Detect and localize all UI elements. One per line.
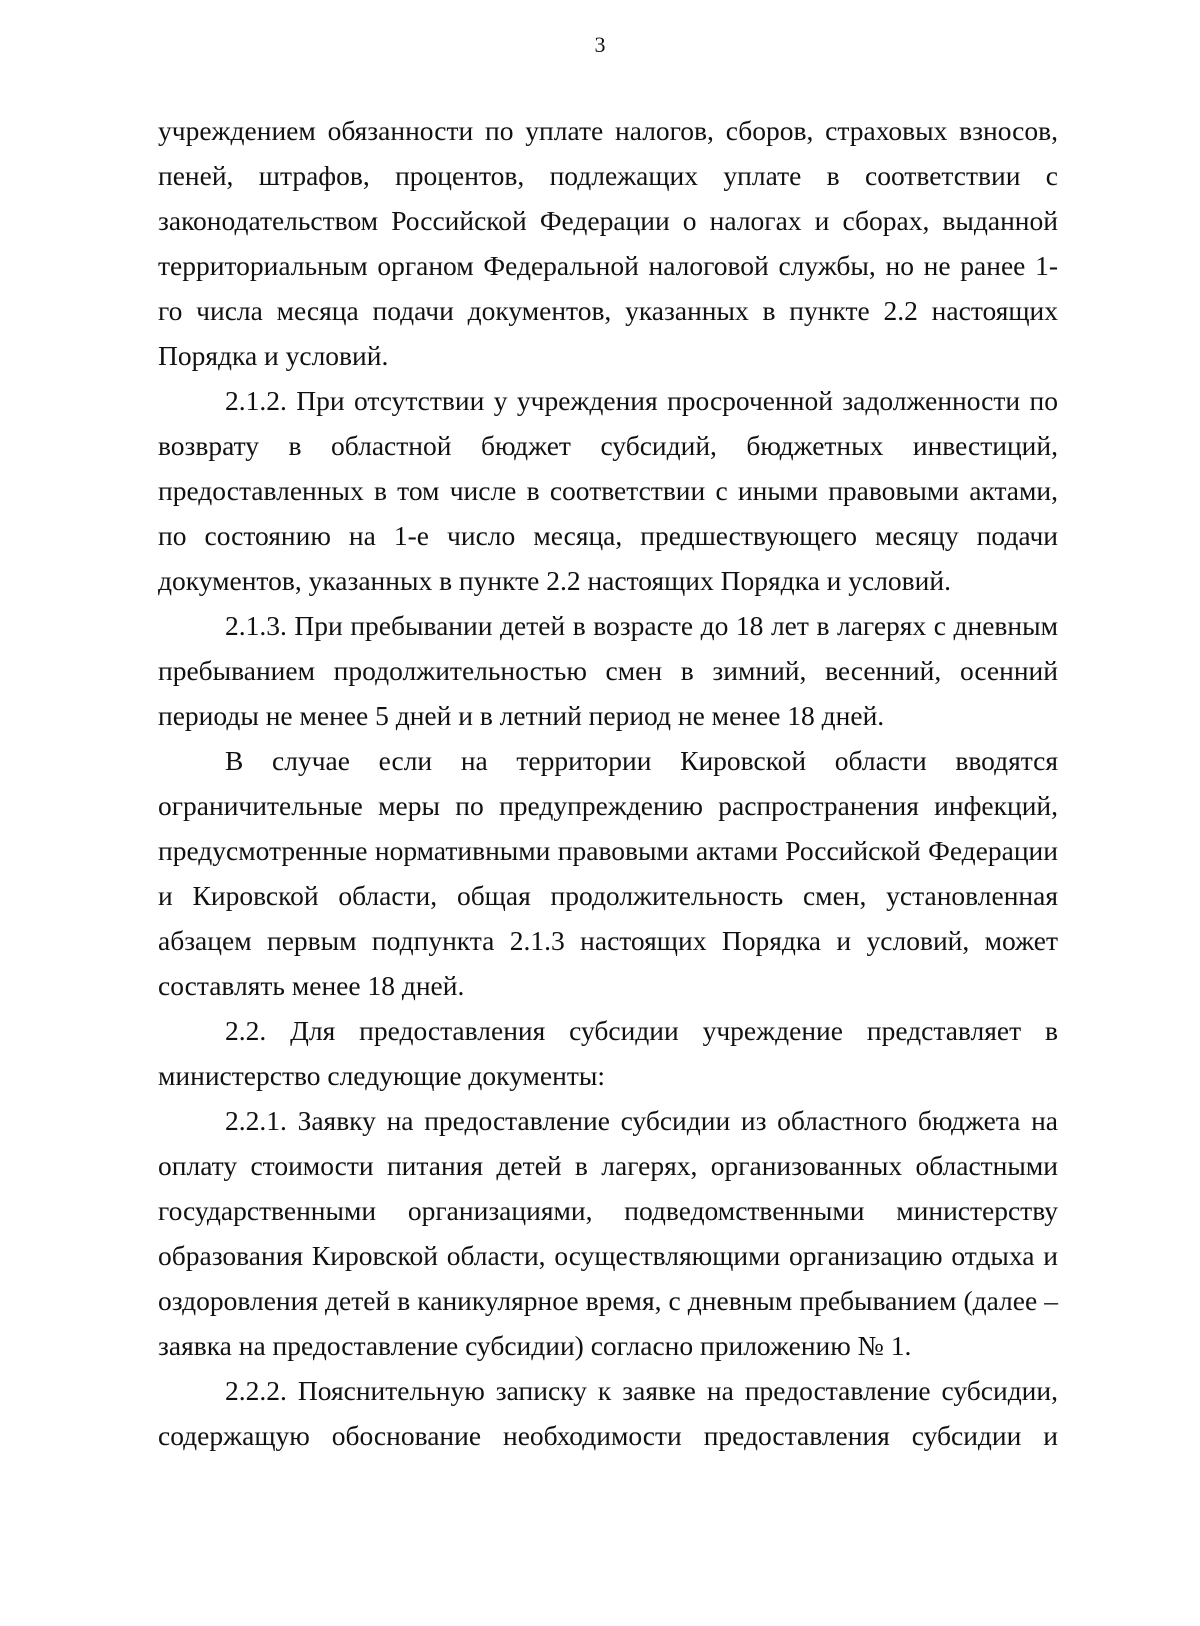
paragraph-2-2: 2.2. Для предоставления субсидии учреждение представляет в министерство следующие документы: <box>158 1015 1058 1091</box>
paragraph-2-1-2: 2.1.2. При отсутствии у учреждения просроченной задолженности по возврату в областной бюджет субсидий, бюджетных инвестиций, предоставленных в том числе в соответствии с иными правовыми актами, по состоянию на 1-е число месяца, предшествующего месяцу подачи документов, указанных в пункте 2.2 настоящих Порядка и условий. <box>158 385 1058 596</box>
page-number: 3 <box>594 32 606 57</box>
paragraph-restrictive-measures: В случае если на территории Кировской области вводятся ограничительные меры по предупреждению распространения инфекций, предусмотренные нормативными правовыми актами Российской Федерации и Кировской области, общая продолжительность смен, установленная абзацем первым подпункта 2.1.3 настоящих Порядка и условий, может составлять менее 18 дней. <box>158 745 1058 1001</box>
paragraph-2-2-1: 2.2.1. Заявку на предоставление субсидии из областного бюджета на оплату стоимости питания детей в лагерях, организованных областными государственными организациями, подведомственными министерству образования Кировской области, осуществляющими организацию отдыха и оздоровления детей в каникулярное время, с дневным пребыванием (далее – заявка на предоставление субсидии) согласно приложению № 1. <box>158 1105 1058 1361</box>
paragraph-2-1-3: 2.1.3. При пребывании детей в возрасте до 18 лет в лагерях с дневным пребыванием продолжительностью смен в зимний, весенний, осенний периоды не менее 5 дней и в летний период не менее 18 дней. <box>158 610 1058 731</box>
paragraph-continuation: учреждением обязанности по уплате налогов, сборов, страховых взносов, пеней, штрафов, процентов, подлежащих уплате в соответствии с законодательством Российской Федерации о налогах и сборах, выданной территориальным органом Федеральной налоговой службы, но не ранее 1-го числа месяца подачи документов, указанных в пункте 2.2 настоящих Порядка и условий. <box>158 115 1058 371</box>
paragraph-2-2-2: 2.2.2. Пояснительную записку к заявке на предоставление субсидии, содержащую обоснование необходимости предоставления субсидии и <box>158 1375 1058 1451</box>
document-body <box>158 108 1058 1458</box>
